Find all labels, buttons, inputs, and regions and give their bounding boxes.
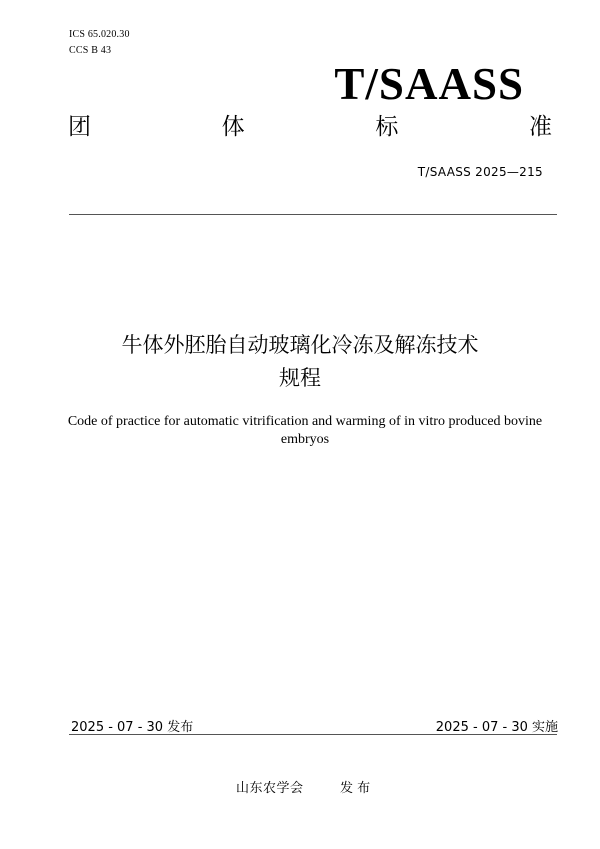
standard-type bbox=[68, 116, 552, 139]
ics-code: ICS 65.020.30 bbox=[69, 29, 130, 40]
implementation-date: 2025 - 07 - 30 实施 bbox=[435, 720, 558, 735]
standard-type-char: 团 bbox=[68, 114, 91, 140]
english-title-line: embryos bbox=[280, 432, 330, 447]
chinese-title bbox=[60, 329, 540, 395]
bottom-divider bbox=[69, 734, 557, 735]
standard-type-char: 标 bbox=[375, 114, 399, 140]
ccs-code: CCS B 43 bbox=[69, 45, 112, 56]
chinese-title-line: 牛体外胚胎自动玻璃化冷冻及解冻技术 bbox=[121, 333, 479, 357]
standard-number: T/SAASS 2025—215 bbox=[417, 165, 543, 179]
english-title-line: Code of practice for automatic vitrification and warming of in vitro produced bovine bbox=[67, 414, 543, 429]
standard-type-char: 准 bbox=[528, 114, 552, 140]
publisher-name: 山东农学会 bbox=[236, 781, 304, 796]
issue-date: 2025 - 07 - 30 发布 bbox=[71, 720, 194, 735]
standard-type-char: 体 bbox=[221, 114, 245, 140]
standard-logo: T/SAASS bbox=[334, 59, 524, 109]
publish-label: 发 布 bbox=[340, 781, 371, 796]
top-divider bbox=[69, 214, 557, 215]
english-title bbox=[60, 413, 550, 449]
chinese-title-line: 规程 bbox=[279, 366, 321, 390]
